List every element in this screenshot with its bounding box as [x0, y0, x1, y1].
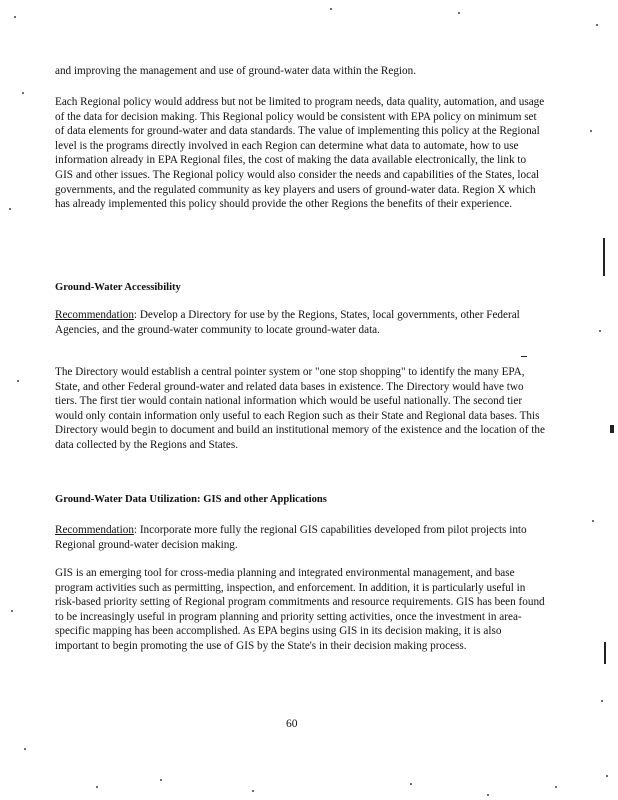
- scan-speck: [458, 12, 460, 14]
- recommendation-label: Recommendation: [55, 309, 134, 321]
- scan-speck: [555, 786, 557, 788]
- recommendation-text: : Develop a Directory for use by the Regions, States, local governments, other Federal Agencies, and the ground-water community to locate ground-water data.: [55, 309, 520, 336]
- scan-mark: [603, 238, 605, 276]
- gis-heading: Ground-Water Data Utilization: GIS and other Applications: [55, 494, 327, 505]
- page-number: 60: [286, 718, 298, 730]
- scan-speck: [487, 794, 489, 796]
- scan-speck: [96, 786, 98, 788]
- gis-paragraph: GIS is an emerging tool for cross-media planning and integrated environmental management, and base program activities such as permitting, inspection, and enforcement. In addition, it is particularly useful in risk-based priority setting of Regional program commitments and resource requirements. GIS has been found to be increasingly useful in program planning and priority setting activities, once the investment in area-specific mapping has been accomplished. As EPA begins using GIS in its decision making, it is also important to begin promoting the use of GIS by the State's in their decision making process.: [55, 567, 545, 652]
- scan-speck: [24, 748, 26, 750]
- scan-speck: [22, 92, 24, 94]
- scan-speck: [596, 24, 598, 26]
- scan-speck: [252, 790, 254, 792]
- recommendation-text: : Incorporate more fully the regional GIS capabilities developed from pilot projects into Regional ground-water decision making.: [55, 524, 527, 551]
- recommendation-label: Recommendation: [55, 524, 134, 536]
- regional-policy-paragraph: Each Regional policy would address but not be limited to program needs, data quality, automation, and usage of the data for decision making. This Regional policy would be consistent with EPA policy on minimum set of data elements for ground-water and data standards. The value of implementing this policy at the Regional level is the programs directly involved in each Region can determine what data to automate, how to use information already in EPA Regional files, the cost of making the data available electronically, the link to GIS and other issues. The Regional policy would also consider the needs and capabilities of the States, local governments, and the regulated community as key players and users of ground-water data. Region X which has already implemented this policy should provide the other Regions the benefits of their experience.: [55, 96, 545, 211]
- scan-mark: [521, 356, 527, 357]
- scan-speck: [590, 130, 592, 132]
- scan-speck: [592, 520, 594, 522]
- scan-speck: [601, 700, 603, 702]
- continuation-text: and improving the management and use of ground-water data within the Region.: [55, 65, 417, 77]
- scan-speck: [599, 330, 601, 332]
- scan-speck: [9, 208, 11, 210]
- scan-speck: [11, 610, 13, 612]
- scan-speck: [17, 380, 19, 382]
- gis-recommendation: [55, 523, 545, 552]
- directory-paragraph: The Directory would establish a central pointer system or "one stop shopping" to identify the many EPA, State, and other Federal ground-water and related data bases in existence. The Directory would have two tiers. The first tier would contain national information which would be useful nationally. The second tier would only contain information only useful to each Region such as their State and Regional data bases. This Directory would begin to document and build an institutional memory of the existence and the location of the data collected by the Regions and States.: [55, 366, 545, 451]
- scan-speck: [606, 775, 608, 777]
- scan-speck: [330, 8, 332, 10]
- scan-speck: [410, 783, 412, 785]
- scan-speck: [14, 16, 16, 18]
- scan-speck: [160, 779, 162, 781]
- accessibility-heading: Ground-Water Accessibility: [55, 282, 181, 293]
- scan-mark: [610, 425, 614, 433]
- accessibility-recommendation: [55, 308, 545, 337]
- scan-mark: [604, 642, 606, 664]
